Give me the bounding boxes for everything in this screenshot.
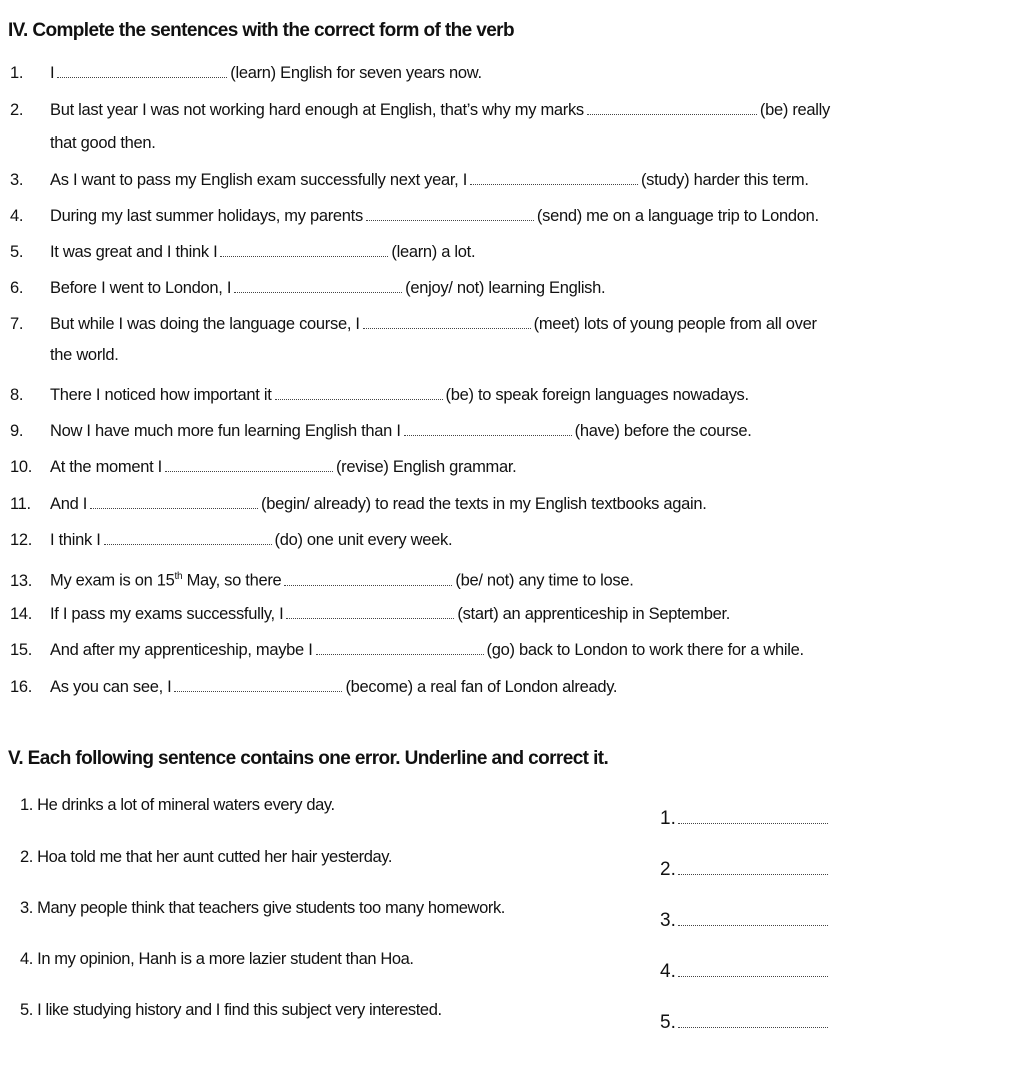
item-text-after: (be) to speak foreign languages nowadays. (445, 386, 749, 404)
item-text-after: (become) a real fan of London already. (345, 678, 618, 696)
item-text-before: At the moment I (50, 458, 162, 476)
item-text-before: And I (50, 495, 88, 513)
item-text-after: (study) harder this term. (640, 171, 809, 189)
item-text-after: (do) one unit every week. (274, 531, 453, 549)
answer-blank[interactable] (587, 101, 757, 115)
exercise-item (10, 198, 819, 234)
item-text-after: (go) back to London to work there for a while. (486, 641, 804, 659)
item-text-after: (send) me on a language trip to London. (536, 207, 819, 225)
ordinal-suffix: th (174, 571, 183, 582)
correction-number: 4. (660, 961, 676, 982)
item-number: 11. (10, 495, 31, 513)
item-text-after: (begin/ already) to read the texts in my English textbooks again. (261, 495, 707, 513)
item-number: 14. (10, 605, 33, 623)
item-text-after: (be) really (759, 101, 830, 119)
error-sentence: 1. He drinks a lot of mineral waters every day. (20, 796, 335, 814)
exercise-item (10, 449, 516, 485)
item-text-before: It was great and I think I (50, 243, 218, 261)
exercise-item (10, 234, 475, 270)
exercise-item (10, 162, 809, 198)
item-number: 4. (10, 207, 24, 225)
item-continuation: that good then. (50, 134, 156, 152)
item-text-before: As I want to pass my English exam successfully next year, I (50, 171, 467, 189)
error-sentence: 2. Hoa told me that her aunt cutted her hair yesterday. (20, 848, 393, 866)
item-text-before: I (50, 64, 55, 82)
exercise-item (10, 632, 804, 668)
correction-blank[interactable] (678, 860, 828, 875)
exercise-item (10, 669, 617, 705)
answer-blank[interactable] (165, 458, 333, 472)
item-number: 10. (10, 458, 33, 476)
item-text-after: (be/ not) any time to lose. (455, 571, 634, 590)
correction-number: 2. (660, 859, 676, 880)
correction-line (660, 859, 831, 881)
answer-blank[interactable] (220, 243, 388, 257)
answer-blank[interactable] (234, 279, 402, 293)
exercise-item (10, 486, 707, 522)
answer-blank[interactable] (104, 531, 272, 545)
item-text-before: During my last summer holidays, my parents (50, 207, 363, 225)
item-number: 3. (10, 171, 24, 189)
answer-blank[interactable] (90, 495, 258, 509)
answer-blank[interactable] (404, 422, 572, 436)
error-sentence: 5. I like studying history and I find this subject very interested. (20, 1001, 442, 1019)
exercise-item (10, 522, 452, 558)
correction-blank[interactable] (678, 911, 828, 926)
item-continuation: the world. (50, 346, 119, 364)
exercise-item (10, 413, 752, 449)
correction-blank[interactable] (678, 962, 828, 977)
item-text-before: There I noticed how important it (50, 386, 272, 404)
item-number: 6. (10, 279, 24, 297)
answer-blank[interactable] (316, 641, 484, 655)
item-number: 1. (10, 64, 24, 82)
item-text-after: (start) an apprenticeship in September. (457, 605, 731, 623)
item-text-after: (meet) lots of young people from all over (533, 315, 817, 333)
answer-blank[interactable] (174, 678, 342, 692)
item-text-before: I think I (50, 531, 101, 549)
exercise-item (10, 596, 730, 632)
answer-blank[interactable] (366, 207, 534, 221)
item-text-before: But while I was doing the language course, I (50, 315, 360, 333)
correction-blank[interactable] (678, 1013, 828, 1028)
answer-blank[interactable] (286, 605, 454, 619)
item-number: 8. (10, 386, 24, 404)
item-number: 5. (10, 243, 24, 261)
exercise-item (10, 55, 482, 91)
exercise-item (10, 306, 817, 342)
item-text-before: Now I have much more fun learning English than I (50, 422, 401, 440)
item-text-before-2: May, so there (186, 571, 282, 590)
item-number: 16. (10, 678, 33, 696)
item-text-after: (learn) a lot. (391, 243, 476, 261)
item-number: 9. (10, 422, 24, 440)
answer-blank[interactable] (57, 64, 227, 78)
section-4-heading: IV. Complete the sentences with the correct form of the verb (8, 20, 514, 41)
item-text-before: If I pass my exams successfully, I (50, 605, 284, 623)
item-text-after: (learn) English for seven years now. (230, 64, 482, 82)
correction-line (660, 910, 831, 932)
item-text-before: Before I went to London, I (50, 279, 232, 297)
answer-blank[interactable] (275, 386, 443, 400)
item-text-before: As you can see, I (50, 678, 172, 696)
answer-blank[interactable] (470, 171, 638, 185)
item-number: 7. (10, 315, 24, 333)
item-text-before: But last year I was not working hard enough at English, that’s why my marks (50, 101, 584, 119)
answer-blank[interactable] (363, 315, 531, 329)
exercise-item (10, 377, 749, 413)
correction-line (660, 808, 831, 830)
correction-line (660, 961, 831, 983)
answer-blank[interactable] (284, 572, 452, 586)
exercise-item (10, 92, 830, 128)
item-text-after: (have) before the course. (574, 422, 752, 440)
item-text-before: My exam is on 15 (50, 571, 175, 590)
item-text-before: And after my apprenticeship, maybe I (50, 641, 313, 659)
item-number: 2. (10, 101, 24, 119)
correction-blank[interactable] (678, 809, 828, 824)
item-number: 12. (10, 531, 33, 549)
item-text-after: (revise) English grammar. (335, 458, 517, 476)
section-5-heading: V. Each following sentence contains one error. Underline and correct it. (8, 748, 609, 769)
correction-number: 5. (660, 1012, 676, 1033)
correction-number: 3. (660, 910, 676, 931)
error-sentence: 3. Many people think that teachers give students too many homework. (20, 899, 505, 917)
correction-number: 1. (660, 808, 676, 829)
item-text-after: (enjoy/ not) learning English. (405, 279, 606, 297)
exercise-item (10, 559, 633, 599)
error-sentence: 4. In my opinion, Hanh is a more lazier student than Hoa. (20, 950, 414, 968)
correction-line (660, 1012, 831, 1034)
item-number: 15. (10, 641, 33, 659)
item-number: 13. (10, 571, 33, 590)
exercise-item (10, 270, 605, 306)
